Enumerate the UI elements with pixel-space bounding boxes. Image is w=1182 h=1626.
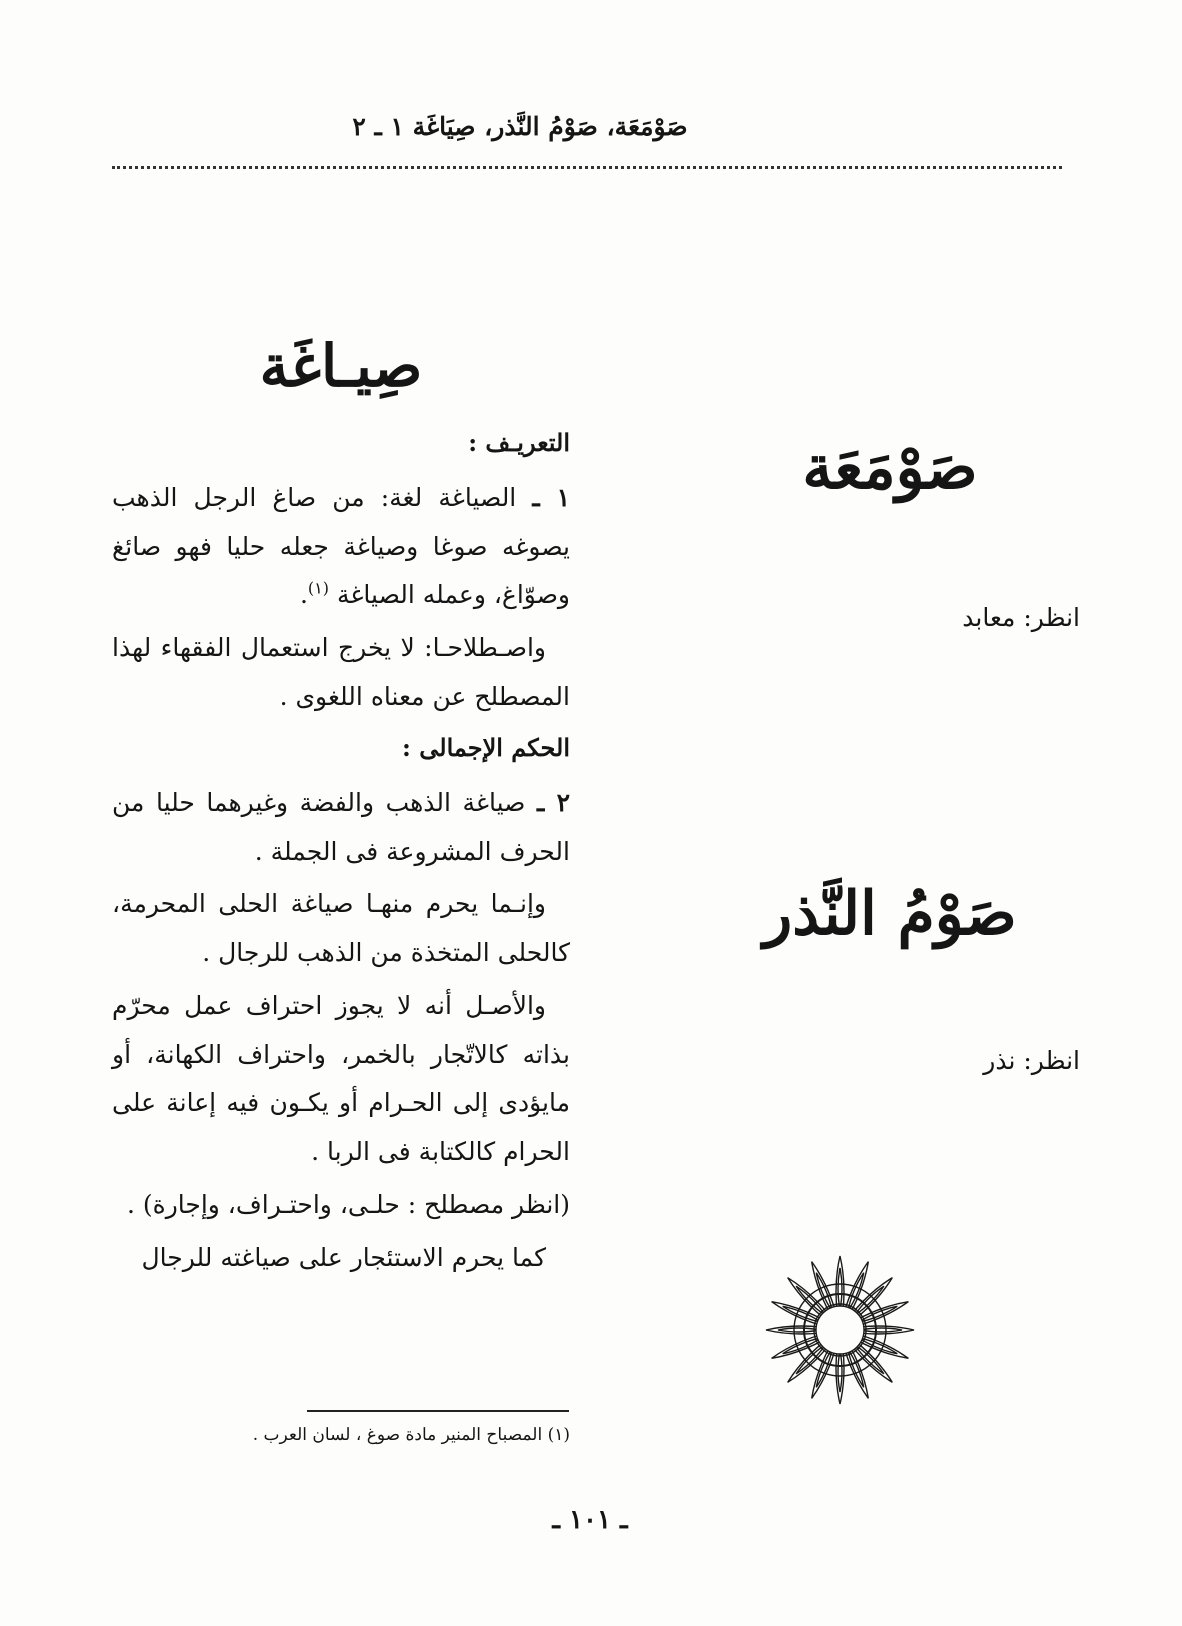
paragraph-number-2: ٢ ـ [536, 787, 571, 817]
definition-label: التعريـف : [468, 427, 570, 457]
side-entry-sawmaa [700, 432, 1080, 504]
side-ref-1-wrap [700, 603, 1080, 632]
see-also-nadhr: انظر: نذر [983, 1046, 1080, 1075]
page-number: ـ ١٠١ ـ [552, 1505, 628, 1535]
entry-heading-siyagha: صِيـاغَة [259, 332, 423, 400]
side-entry-sawm-nadhr [700, 878, 1080, 950]
paragraph-1-end: . [299, 580, 308, 610]
paragraph-3 [112, 779, 570, 877]
paragraph-3-text: صياغة الذهب والفضة وغيرهما حليا من الحرف المشروعة فى الجملة . [112, 787, 570, 866]
side-ref-2-wrap [700, 1046, 1080, 1075]
footnote-reference: (١) [307, 579, 329, 599]
paragraph-4: وإنـما يحرم منهـا صياغة الحلى المحرمة، كالحلى المتخذة من الذهب للرجال . [112, 889, 570, 968]
footnote-rule [307, 1410, 569, 1412]
main-column [112, 332, 571, 1286]
ruling-label: الحكم الإجمالى : [402, 732, 570, 762]
paragraph-5: والأصـل أنه لا يجوز احتراف عمل محرّم بذاته كالاتّجار بالخمر، واحتراف الكهانة، أو مايؤدى إلى الحـرام أو يكـون فيه إعانة على الحرام كالكتابة فى الربا . [112, 990, 570, 1167]
entry-heading-sawmaa: صَوْمَعَة [802, 433, 978, 503]
running-header: صَوْمَعَة، صَوْمُ النَّذر، صِيَاغَة ١ ـ ٢ [352, 112, 688, 141]
paragraph-1-text: الصياغة لغة: من صاغ الرجل الذهب يصوغه صوغا وصياغة جعله حليا فهو صائغ وصوّاغ، وعمله الصياغة [112, 482, 570, 610]
entry-heading-sawm-nadhr: صَوْمُ النَّذر [763, 879, 1017, 949]
header-dotted-rule [112, 166, 1062, 169]
paragraph-7: كما يحرم الاستئجار على صياغته للرجال [141, 1242, 546, 1272]
footnote: (١) المصباح المنير مادة صوغ ، لسان العرب . [252, 1425, 570, 1445]
decorative-rosette-icon [760, 1250, 920, 1410]
see-also-maabid: انظر: معابد [962, 603, 1080, 632]
paragraph-1 [112, 474, 570, 620]
paragraph-2: واصـطلاحـا: لا يخرج استعمال الفقهاء لهذا المصطلح عن معناه اللغوى . [112, 633, 570, 711]
paragraph-number-1: ١ ـ [532, 482, 570, 512]
paragraph-6: (انظر مصطلح : حلـى، واحتـراف، وإجارة) . [126, 1189, 570, 1219]
